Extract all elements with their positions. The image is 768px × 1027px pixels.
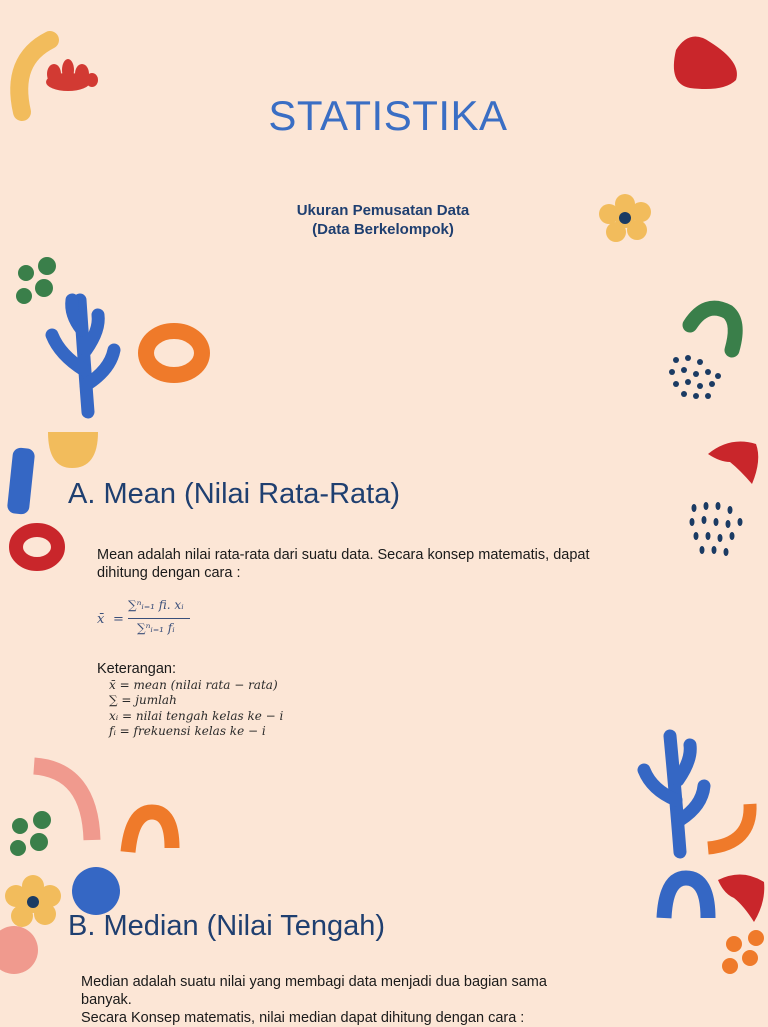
yellow-flower-bottom-shape — [5, 875, 61, 927]
red-leaf-shape — [708, 442, 758, 484]
keterangan-item: ∑ = jumlah — [109, 693, 177, 707]
red-donut-shape — [16, 530, 58, 564]
orange-dots-shape — [722, 930, 764, 974]
orange-donut-shape — [146, 331, 202, 375]
median-heading: B. Median (Nilai Tengah) — [68, 910, 386, 942]
navy-dashes-shape — [690, 502, 743, 556]
red-blob-shape — [674, 37, 737, 89]
green-dots-bottom-shape — [10, 811, 51, 856]
subtitle-line1: Ukuran Pemusatan Data — [296, 202, 470, 219]
green-arc-shape — [690, 308, 735, 350]
green-dots-shape — [16, 257, 56, 304]
formula-denominator: ∑ⁿᵢ₌₁ fᵢ — [137, 621, 175, 635]
median-description-line2: banyak. — [81, 992, 132, 1008]
blue-arch-shape — [664, 878, 708, 918]
keterangan-item: xᵢ = nilai tengah kelas ke − i — [109, 709, 284, 723]
orange-arc-right-shape — [708, 804, 750, 848]
red-lotus-shape — [46, 59, 98, 91]
orange-arch-shape — [128, 812, 172, 852]
mean-description-line1: Mean adalah nilai rata-rata dari suatu data. Secara konsep matematis, dapat — [97, 547, 590, 563]
formula-fraction-bar — [128, 618, 190, 619]
page-title: STATISTIKA — [268, 92, 508, 139]
mean-description-line2: dihitung dengan cara : — [97, 565, 241, 581]
navy-dots-shape — [669, 355, 721, 399]
median-description-line3: Secara Konsep matematis, nilai median dapat dihitung dengan cara : — [81, 1010, 525, 1026]
formula-numerator: ∑ⁿᵢ₌₁ fi. xᵢ — [128, 598, 184, 612]
median-description-line1: Median adalah suatu nilai yang membagi data menjadi dua bagian sama — [81, 974, 547, 990]
mean-heading: A. Mean (Nilai Rata-Rata) — [68, 478, 400, 510]
formula-lhs: x̄ — [97, 612, 105, 627]
subtitle-line2: (Data Berkelompok) — [312, 221, 454, 238]
keterangan-item: x̄ = mean (nilai rata − rata) — [109, 678, 278, 692]
yellow-bowl-shape — [48, 432, 98, 468]
blue-circle-shape — [72, 867, 120, 915]
blue-bar-shape — [7, 447, 36, 515]
keterangan-item: fᵢ = frekuensi kelas ke − i — [109, 724, 266, 738]
blue-coral-right-shape — [644, 736, 704, 852]
keterangan-label: Keterangan: — [97, 661, 177, 677]
blue-coral-shape — [52, 300, 114, 412]
mean-formula — [97, 598, 207, 642]
formula-equals: = — [113, 612, 124, 627]
pink-circle-shape — [0, 926, 38, 974]
red-leaf-bottom-shape — [718, 874, 764, 922]
